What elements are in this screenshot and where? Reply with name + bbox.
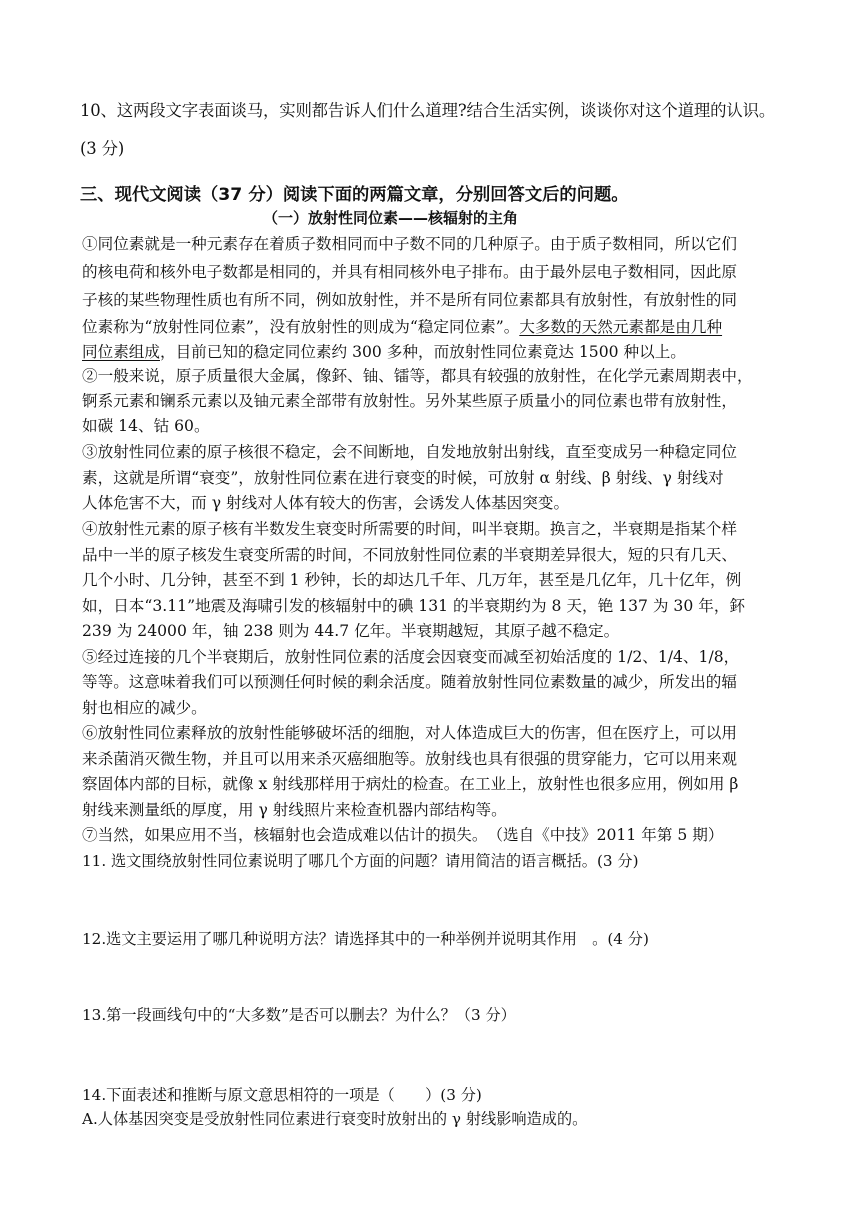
question-12: 12.选文主要运用了哪几种说明方法？请选择其中的一种举例并说明其作用 。(4 分) [82, 930, 649, 948]
passage-line [82, 315, 782, 339]
passage-subtitle: （一）放射性同位素——核辐射的主角 [263, 209, 519, 227]
passage-line: ⑦当然，如果应用不当，核辐射也会造成难以估计的损失。 （选自《中技》2011 年第 5 期） [82, 826, 724, 844]
underlined-sentence: 大多数的天然元素都是由几种 [519, 318, 723, 336]
passage-line: 如，日本“3.11”地震及海啸引发的核辐射中的碘 131 的半衰期约为 8 天，铯 137 为 30 年，鈈 [82, 597, 746, 615]
underlined-sentence-end: 同位素组成 [82, 343, 160, 361]
passage-line-text: 位素称为“放射性同位素”，没有放射性的则成为“稳定同位素”。 [82, 318, 520, 336]
question-10-text: 10、这两段文字表面谈马，实则都告诉人们什么道理?结合生活实例，谈谈你对这个道理的认识。 [80, 101, 776, 120]
passage-line: ③放射性同位素的原子核很不稳定，会不间断地，自发地放射出射线，直至变成另一种稳定同位 [82, 443, 737, 461]
question-14: 14.下面表述和推断与原文意思相符的一项是（ ）(3 分) [82, 1086, 482, 1104]
passage-line: ④放射性元素的原子核有半数发生衰变时所需要的时间，叫半衰期。换言之，半衰期是指某个样 [82, 520, 737, 538]
passage-line: 人体危害不大，而 γ 射线对人体有较大的伤害，会诱发人体基因突变。 [82, 494, 570, 512]
passage-line: 察固体内部的目标，就像 x 射线那样用于病灶的检查。在工业上，放射性也很多应用，例如用 β [82, 775, 739, 793]
passage-line: 来杀菌消灭微生物，并且可以用来杀灭癌细胞等。放射线也具有很强的贯穿能力，它可以用来观 [82, 750, 737, 768]
question-11: 11. 选文围绕放射性同位素说明了哪几个方面的问题？请用简洁的语言概括。(3 分) [82, 852, 639, 870]
passage-line: 子核的某些物理性质也有所不同，例如放射性，并不是所有同位素都具有放射性，有放射性的同 [82, 291, 737, 309]
passage-line: 射线来测量纸的厚度，用 γ 射线照片来检查机器内部结构等。 [82, 801, 507, 819]
question-14-option-a: A.人体基因突变是受放射性同位素进行衰变时放射出的 γ 射线影响造成的。 [82, 1110, 588, 1128]
passage-line: 等等。这意味着我们可以预测任何时候的剩余活度。随着放射性同位素数量的减少，所发出的辐 [82, 673, 737, 691]
question-10-score: (3 分) [80, 139, 125, 158]
passage-line: 如碳 14、钴 60。 [82, 417, 210, 435]
passage-line-text: ，目前已知的稳定同位素约 300 多种，而放射性同位素竟达 1500 种以上。 [159, 343, 686, 361]
passage-line: 239 为 24000 年，铀 238 则为 44.7 亿年。半衰期越短，其原子越不稳定。 [82, 622, 620, 640]
passage-line [82, 340, 782, 364]
passage-line: 锕系元素和镧系元素以及铀元素全部带有放射性。另外某些原子质量小的同位素也带有放射性， [82, 392, 737, 410]
section-three-heading: 三、现代文阅读（37 分）阅读下面的两篇文章，分别回答文后的问题。 [80, 185, 629, 205]
passage-line: ①同位素就是一种元素存在着质子数相同而中子数不同的几种原子。由于质子数相同，所以它们 [82, 235, 737, 253]
question-13: 13.第一段画线句中的“大多数”是否可以删去？为什么？（3 分） [82, 1006, 516, 1024]
passage-line: ⑤经过连接的几个半衰期后，放射性同位素的活度会因衰变而减至初始活度的 1/2、1/4、1/8， [82, 648, 740, 666]
passage-line: ⑥放射性同位素释放的放射性能够破坏活的细胞，对人体造成巨大的伤害，但在医疗上，可以用 [82, 724, 737, 742]
passage-line: 射也相应的减少。 [82, 699, 207, 717]
passage-line: 素，这就是所谓“衰变”，放射性同位素在进行衰变的时候，可放射 α 射线、β 射线、γ 射线对 [82, 469, 724, 487]
passage-line: 几个小时、几分钟，甚至不到 1 秒钟，长的却达几千年、几万年，甚至是几亿年，几十亿年，例 [82, 571, 742, 589]
passage-line: 的核电荷和核外电子数都是相同的，并具有相同核外电子排布。由于最外层电子数相同，因此原 [82, 263, 737, 281]
passage-line: ②一般来说，原子质量很大金属，像鈈、铀、镭等，都具有较强的放射性，在化学元素周期表中， [82, 367, 753, 385]
passage-line: 品中一半的原子核发生衰变所需的时间，不同放射性同位素的半衰期差异很大，短的只有几天、 [82, 546, 737, 564]
